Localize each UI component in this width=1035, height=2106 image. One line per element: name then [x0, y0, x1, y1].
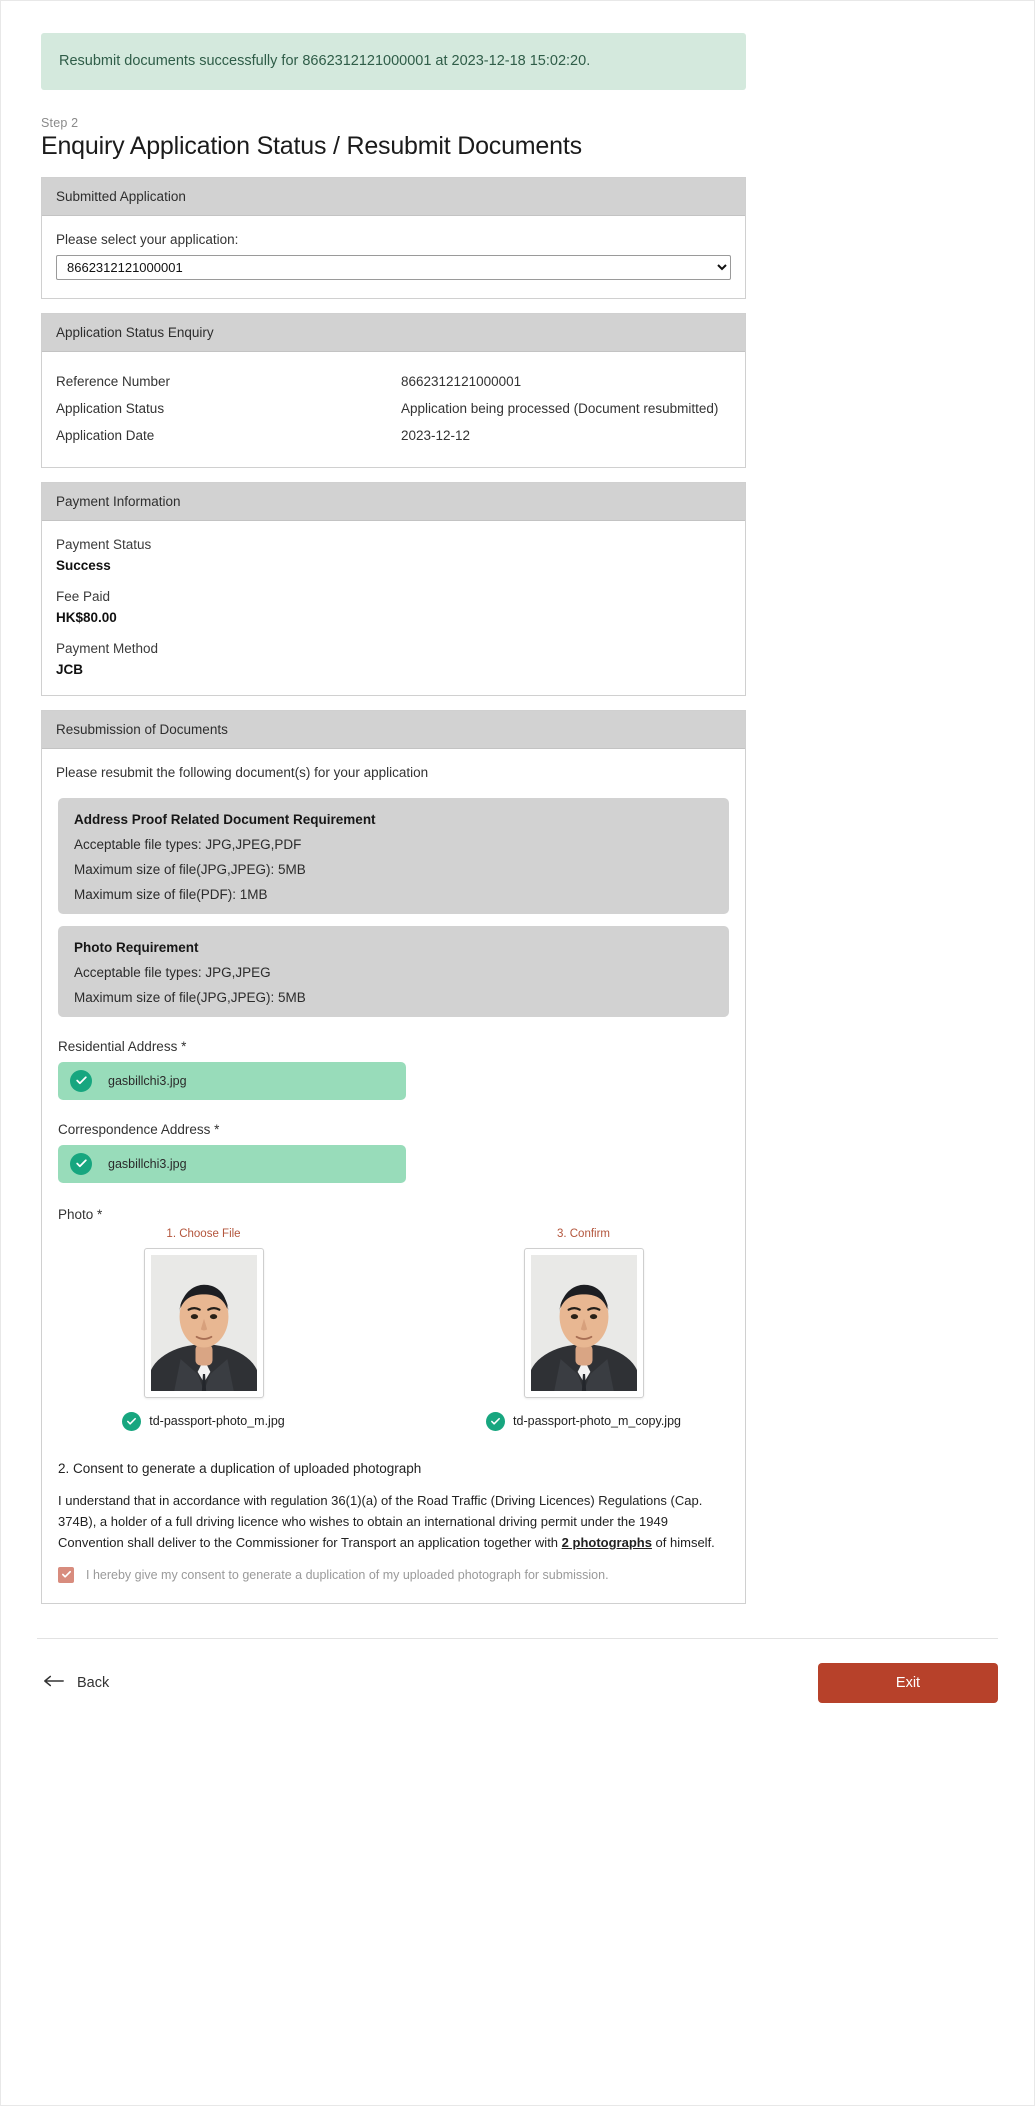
success-alert: Resubmit documents successfully for 8662312121000001 at 2023-12-18 15:02:20. [41, 33, 746, 90]
correspondence-address-file-chip[interactable] [58, 1145, 406, 1183]
application-select-label: Please select your application: [56, 231, 239, 247]
payment-status-label: Payment Status [56, 536, 152, 552]
passport-photo-image [151, 1255, 257, 1391]
photo-confirm-column [509, 1227, 681, 1431]
application-status-panel [41, 313, 746, 468]
requirement-line: Acceptable file types: JPG,JPEG,PDF [74, 836, 302, 852]
application-date-value: 2023-12-12 [401, 427, 471, 443]
requirement-line: Maximum size of file(JPG,JPEG): 5MB [74, 861, 306, 877]
photo-step-confirm: 3. Confirm [556, 1227, 611, 1240]
consent-checkbox-row[interactable] [58, 1567, 731, 1585]
check-circle-icon [70, 1153, 92, 1175]
table-row [56, 368, 731, 395]
footer-bar [1, 1639, 1034, 1737]
payment-information-panel-title: Payment Information [42, 483, 745, 521]
photo-step-choose-file: 1. Choose File [166, 1227, 241, 1240]
photo-label: Photo * [58, 1206, 103, 1222]
page-title: Enquiry Application Status / Resubmit Documents [41, 131, 582, 160]
table-row [56, 395, 731, 422]
page-content [1, 1, 1034, 1604]
photo-file-row-confirm [509, 1412, 681, 1431]
step-label: Step 2 [41, 115, 79, 130]
resubmission-intro: Please resubmit the following document(s) for your application [56, 764, 429, 780]
photo-thumbnail-confirm[interactable] [524, 1248, 644, 1398]
passport-photo-copy-image [531, 1255, 637, 1391]
application-date-label: Application Date [56, 427, 155, 443]
application-select[interactable] [56, 255, 731, 280]
consent-text-bold: 2 photographs [561, 1534, 652, 1550]
residential-address-file-chip[interactable] [58, 1062, 406, 1100]
exit-button[interactable]: Exit [818, 1663, 998, 1703]
application-status-value: Application being processed (Document resubmitted) [401, 400, 719, 416]
photo-thumbnail-choose-file[interactable] [144, 1248, 264, 1398]
fee-paid-label: Fee Paid [56, 588, 111, 604]
photo-requirement-title: Photo Requirement [74, 939, 199, 955]
requirement-line: Maximum size of file(JPG,JPEG): 5MB [74, 989, 306, 1005]
residential-address-file-name: gasbillchi3.jpg [108, 1073, 187, 1088]
payment-method-block [56, 641, 731, 677]
resubmission-panel-title: Resubmission of Documents [42, 711, 745, 749]
payment-status-block [56, 537, 731, 573]
check-circle-icon [122, 1412, 141, 1431]
back-button[interactable] [37, 1673, 115, 1693]
arrow-left-icon [43, 1674, 65, 1692]
consent-paragraph [58, 1490, 729, 1553]
photo-grid [56, 1228, 731, 1431]
address-proof-requirement-title: Address Proof Related Document Requirement [74, 811, 376, 827]
submitted-application-panel [41, 177, 746, 299]
fee-paid-block [56, 589, 731, 625]
requirement-line: Maximum size of file(PDF): 1MB [74, 886, 268, 902]
consent-checkbox[interactable] [58, 1567, 74, 1583]
photo-file-row-choose-file [129, 1412, 285, 1431]
payment-status-value: Success [56, 557, 111, 573]
payment-information-panel [41, 482, 746, 696]
consent-heading: 2. Consent to generate a duplication of uploaded photograph [58, 1460, 422, 1476]
photo-file-name-choose-file: td-passport-photo_m.jpg [149, 1414, 285, 1429]
table-row [56, 422, 731, 449]
fee-paid-value: HK$80.00 [56, 609, 117, 625]
consent-text-part-2: of himself. [651, 1534, 715, 1550]
reference-number-value: 8662312121000001 [401, 373, 522, 389]
photo-requirement-box [58, 926, 729, 1017]
check-circle-icon [70, 1070, 92, 1092]
application-status-label: Application Status [56, 400, 165, 416]
consent-checkbox-label: I hereby give my consent to generate a duplication of my uploaded photograph for submission. [86, 1567, 609, 1582]
photo-choose-file-column [129, 1227, 285, 1431]
back-button-label: Back [77, 1674, 110, 1691]
correspondence-address-file-name: gasbillchi3.jpg [108, 1156, 187, 1171]
residential-address-label: Residential Address * [58, 1038, 187, 1054]
payment-method-label: Payment Method [56, 640, 159, 656]
consent-text-part-1: I understand that in accordance with regulation 36(1)(a) of the Road Traffic (Driving Licences) Regulations (Cap. 374B), a holder of a full driving licence who wishes to obtain an international driving permit under the 1949 Convention shall deliver to the Commissioner for Transport an application together with [58, 1492, 703, 1550]
check-circle-icon [486, 1412, 505, 1431]
application-status-panel-title: Application Status Enquiry [42, 314, 745, 352]
submitted-application-panel-title: Submitted Application [42, 178, 745, 216]
address-proof-requirement-box [58, 798, 729, 914]
photo-file-name-confirm: td-passport-photo_m_copy.jpg [513, 1414, 681, 1429]
requirement-line: Acceptable file types: JPG,JPEG [74, 964, 271, 980]
correspondence-address-label: Correspondence Address * [58, 1121, 220, 1137]
reference-number-label: Reference Number [56, 373, 171, 389]
payment-method-value: JCB [56, 661, 84, 677]
resubmission-panel [41, 710, 746, 1604]
